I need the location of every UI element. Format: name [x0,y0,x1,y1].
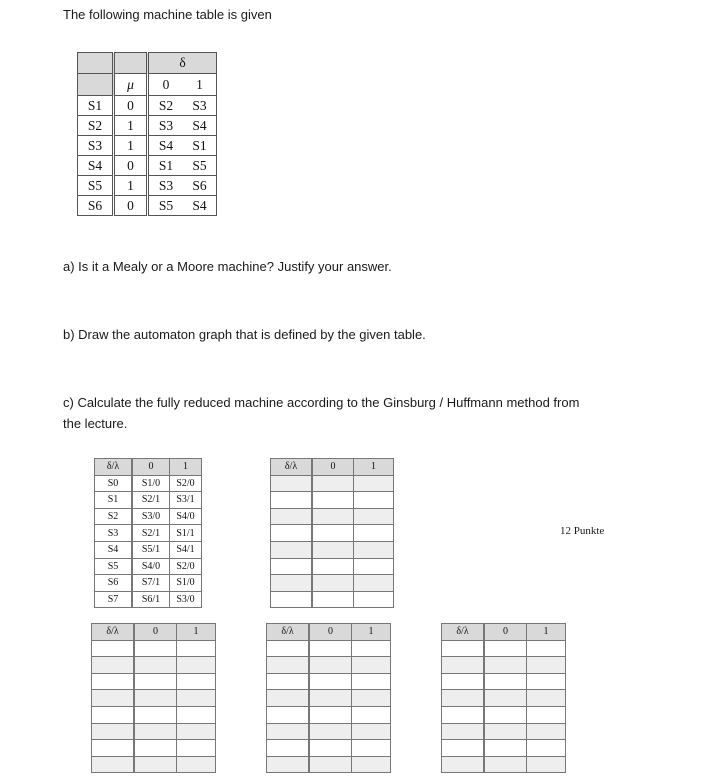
input-0-header: 0 [134,624,177,641]
empty-row [271,591,394,608]
next-state-0-cell: S3 [148,176,184,196]
answer-table [266,623,391,773]
next-state-1-cell: S1 [183,136,217,156]
intro-text: The following machine table is given [63,7,272,22]
state-cell: S3 [95,525,133,542]
machine-table [77,52,217,216]
delta-lambda-header: δ/λ [271,459,313,476]
delta-lambda-header: δ/λ [92,624,135,641]
empty-row [271,541,394,558]
next-state-0-cell: S3 [148,116,184,136]
question-c-line-1: c) Calculate the fully reduced machine according to the Ginsburg / Huffmann method from [63,395,580,410]
blank-header-cell [78,74,114,96]
empty-row [92,673,216,690]
empty-row [271,492,394,509]
transition-0-cell: S4/0 [132,558,170,575]
table-row [95,508,202,525]
input-0-header: 0 [148,74,184,96]
empty-row [92,723,216,740]
next-state-0-cell: S5 [148,196,184,216]
empty-row [267,673,391,690]
table-row [78,136,217,156]
empty-row [442,706,566,723]
table-row [95,575,202,592]
empty-row [442,740,566,757]
input-0-header: 0 [132,459,170,476]
delta-lambda-header: δ/λ [95,459,133,476]
transition-0-cell: S6/1 [132,591,170,608]
input-1-header: 1 [183,74,217,96]
transition-1-cell: S1/0 [170,575,202,592]
input-1-header: 1 [352,624,391,641]
empty-row [271,525,394,542]
blank-header-cell [114,53,148,74]
mu-header: μ [114,74,148,96]
table-row [95,541,202,558]
transition-1-cell: S4/0 [170,508,202,525]
transition-0-cell: S2/1 [132,492,170,509]
empty-row [442,657,566,674]
question-a: a) Is it a Mealy or a Moore machine? Justify your answer. [63,259,392,274]
output-cell: 1 [114,116,148,136]
empty-row [92,640,216,657]
state-cell: S4 [78,156,114,176]
empty-row [442,673,566,690]
state-cell: S4 [95,541,133,558]
table-row [78,96,217,116]
transition-1-cell: S1/1 [170,525,202,542]
empty-row [271,558,394,575]
transition-0-cell: S2/1 [132,525,170,542]
input-0-header: 0 [309,624,352,641]
table-row [95,525,202,542]
next-state-0-cell: S2 [148,96,184,116]
empty-row [267,756,391,773]
state-cell: S6 [78,196,114,216]
empty-row [267,690,391,707]
empty-row [442,756,566,773]
question-b: b) Draw the automaton graph that is defined by the given table. [63,327,426,342]
delta-lambda-header: δ/λ [267,624,310,641]
answer-table [441,623,566,773]
empty-row [271,508,394,525]
transition-0-cell: S1/0 [132,475,170,492]
empty-row [267,723,391,740]
transition-1-cell: S4/1 [170,541,202,558]
state-cell: S3 [78,136,114,156]
empty-row [92,740,216,757]
state-cell: S5 [95,558,133,575]
input-0-header: 0 [484,624,527,641]
empty-row [442,640,566,657]
table-row [78,116,217,136]
table-row [95,492,202,509]
state-cell: S1 [95,492,133,509]
answer-table [270,458,394,608]
output-cell: 0 [114,96,148,116]
state-cell: S0 [95,475,133,492]
state-cell: S5 [78,176,114,196]
output-cell: 0 [114,196,148,216]
next-state-1-cell: S5 [183,156,217,176]
state-cell: S6 [95,575,133,592]
input-0-header: 0 [312,459,354,476]
empty-row [442,723,566,740]
table-row [78,176,217,196]
transition-1-cell: S3/0 [170,591,202,608]
state-cell: S2 [78,116,114,136]
points-label: 12 Punkte [560,525,605,537]
table-row [95,591,202,608]
state-cell: S7 [95,591,133,608]
answer-table [91,623,216,773]
transition-1-cell: S2/0 [170,558,202,575]
next-state-1-cell: S4 [183,196,217,216]
next-state-1-cell: S4 [183,116,217,136]
empty-row [442,690,566,707]
input-1-header: 1 [354,459,394,476]
empty-row [92,657,216,674]
output-cell: 0 [114,156,148,176]
transition-0-cell: S7/1 [132,575,170,592]
next-state-0-cell: S4 [148,136,184,156]
table-row [95,475,202,492]
blank-header-cell [78,53,114,74]
empty-row [267,640,391,657]
empty-row [271,475,394,492]
state-cell: S1 [78,96,114,116]
empty-row [92,690,216,707]
delta-header: δ [148,53,217,74]
input-1-header: 1 [527,624,566,641]
table-row [78,196,217,216]
empty-row [92,756,216,773]
output-cell: 1 [114,136,148,156]
next-state-0-cell: S1 [148,156,184,176]
transition-0-cell: S5/1 [132,541,170,558]
input-1-header: 1 [170,459,202,476]
table-row [78,156,217,176]
empty-row [267,740,391,757]
empty-row [267,657,391,674]
state-cell: S2 [95,508,133,525]
transition-0-cell: S3/0 [132,508,170,525]
table-row [95,558,202,575]
empty-row [267,706,391,723]
empty-row [92,706,216,723]
input-1-header: 1 [177,624,216,641]
empty-row [271,575,394,592]
output-cell: 1 [114,176,148,196]
next-state-1-cell: S6 [183,176,217,196]
mealy-table [94,458,202,608]
transition-1-cell: S3/1 [170,492,202,509]
question-c-line-2: the lecture. [63,416,128,431]
transition-1-cell: S2/0 [170,475,202,492]
delta-lambda-header: δ/λ [442,624,485,641]
next-state-1-cell: S3 [183,96,217,116]
